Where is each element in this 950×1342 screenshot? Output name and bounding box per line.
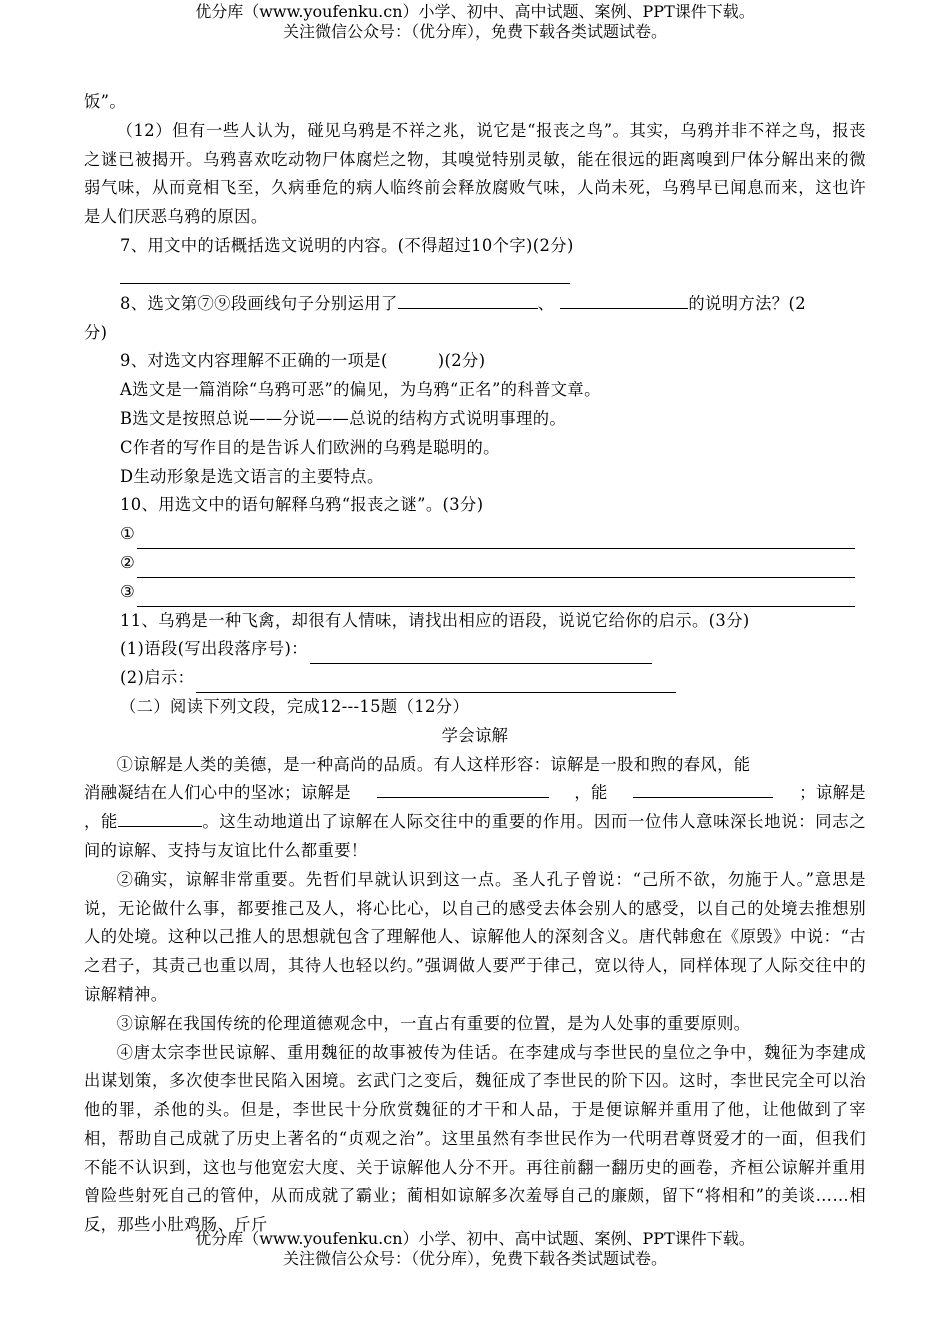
q11-part-1: [84, 635, 866, 664]
p1-blank-2[interactable]: [633, 779, 773, 798]
q10-line-2[interactable]: [137, 557, 855, 578]
question-10: 10、用选文中的语句解释乌鸦“报丧之谜”。(3分): [120, 495, 484, 515]
q10-answer-row-3[interactable]: [84, 578, 866, 607]
article-paragraph-4: ④唐太宗李世民谅解、重用魏征的故事被传为佳话。在李建成与李世民的皇位之争中，魏征为李建成出谋划策，多次使李世民陷入困境。玄武门之变后，魏征成了李世民的阶下囚。这时，李世民完全可以治他的罪，杀他的头。但是，李世民十分欣赏魏征的才干和人品，于是便谅解并重用了他，让他做到了宰相，帮助自己成就了历史上著名的“贞观之治”。这里虽然有李世民作为一代明君尊贤爱才的一面，但我们不能不认识到，这也与他宽宏大度、关于谅解他人分不开。再往前翻一翻历史的画卷，齐桓公谅解并重用曾险些射死自己的管仲，从而成就了霸业；蔺相如谅解多次羞辱自己的廉颇，留下“将相和”的美谈……相反，那些小肚鸡肠、斤斤: [84, 1042, 866, 1235]
header-line-2: 关注微信公众号：（优分库），免费下载各类试题试卷。: [282, 22, 667, 41]
p1-blank-1[interactable]: [377, 779, 549, 798]
question-9: 9、对选文内容理解不正确的一项是( )(2分): [120, 351, 486, 371]
article-title: 学会谅解: [441, 725, 509, 745]
q9-option-a: A选文是一篇消除“乌鸦可恶”的偏见，为乌鸦“正名”的科普文章。: [120, 380, 601, 400]
q8-text-a: 8、选文第⑦⑨段画线句子分别运用了: [120, 293, 398, 313]
paragraph-12: （12）但有一些人认为，碰见乌鸦是不祥之兆，说它是“报丧之鸟”。其实，乌鸦并非不祥之鸟，报丧之谜已被揭开。乌鸦喜欢吃动物尸体腐烂之物，其嗅觉特别灵敏，能在很远的距离嗅到尸体分解出来的微弱气味，从而竟相飞至，久病垂危的病人临终前会释放腐败气味，人尚未死，乌鸦早已闻息而来，这也许是人们厌恶乌鸦的原因。: [84, 120, 866, 227]
q10-mark-2: ②: [120, 552, 135, 572]
p1-text-3: ；谅解是: [799, 783, 866, 803]
page-header: [0, 2, 950, 42]
footer-line-1: 优分库（www.youfenku.cn）小学、初中、高中试题、案例、PPT课件下载。: [195, 1229, 755, 1248]
q8-blank-2[interactable]: [560, 290, 688, 309]
section-2-intro: （二）阅读下列文段，完成12---15题（12分）: [120, 696, 470, 716]
document-body: [84, 88, 866, 1240]
q11-part-1-label: (1)语段(写出段落序号)：: [120, 639, 308, 659]
fragment-text: 饭”。: [84, 92, 127, 111]
answer-line-q7[interactable]: [120, 265, 570, 284]
q11-part-2: [84, 664, 866, 693]
article-paragraph-2: ②确实，谅解非常重要。先哲们早就认识到这一点。圣人孔子曾说：“己所不欲，勿施于人。”意思是说，无论做什么事，都要推己及人，将心比心，以自己的感受去体会别人的感受，以自己的处境去推想别人的处境。这种以己推人的思想就包含了理解他人、谅解他人的深刻含义。唐代韩愈在《原毁》中说：“古之君子，其责己也重以周，其待人也轻以约。”强调做人要严于律己，宽以待人，同样体现了人际交往中的谅解精神。: [84, 869, 866, 1004]
q10-answer-row-1[interactable]: [84, 520, 866, 549]
q10-answer-row-2[interactable]: [84, 549, 866, 578]
p1-text-5: 。这生动地道出了谅解在人际交往中的重要的作用。因而一位伟人意味深长地说：同志之间的谅解、支持与友谊比什么都重要！: [84, 812, 866, 860]
page-footer: [0, 1229, 950, 1269]
q8-sep: 、: [537, 293, 555, 313]
q10-mark-3: ③: [120, 581, 135, 601]
footer-line-2: 关注微信公众号：（优分库），免费下载各类试题试卷。: [282, 1249, 667, 1268]
q10-mark-1: ①: [120, 524, 135, 544]
q8-blank-1[interactable]: [398, 290, 538, 309]
q9-option-c: C作者的写作目的是告诉人们欧洲的乌鸦是聪明的。: [120, 437, 500, 457]
q9-option-b: B选文是按照总说——分说——总说的结构方式说明事理的。: [120, 408, 567, 428]
q10-line-3[interactable]: [137, 586, 855, 607]
question-8: [84, 290, 866, 319]
q9-option-d: D生动形象是选文语言的主要特点。: [120, 466, 384, 486]
article-paragraph-3: ③谅解在我国传统的伦理道德观念中，一直占有重要的位置，是为人处事的重要原则。: [116, 1013, 751, 1033]
article-paragraph-1c: [84, 808, 866, 866]
p1-text-1: 消融凝结在人们心中的坚冰；谅解是: [84, 783, 351, 803]
q11-line-2[interactable]: [196, 672, 676, 693]
p1-text-4: ，能: [84, 812, 119, 832]
q11-line-1[interactable]: [310, 643, 652, 664]
question-7: 7、用文中的话概括选文说明的内容。(不得超过10个字)(2分): [120, 235, 574, 255]
q11-part-2-label: (2)启示：: [120, 668, 195, 688]
header-line-1: 优分库（www.youfenku.cn）小学、初中、高中试题、案例、PPT课件下载。: [195, 2, 755, 21]
article-paragraph-1a: ①谅解是人类的美德，是一种高尚的品质。有人这样形容：谅解是一股和煦的春风，能: [116, 754, 751, 774]
p1-text-2: ，能: [574, 783, 608, 803]
q8-text-b: 的说明方法？(2: [688, 293, 806, 313]
question-11: 11、乌鸦是一种飞禽，却很有人情味，请找出相应的语段，说说它给你的启示。(3分): [120, 610, 750, 630]
article-paragraph-1b: [84, 779, 866, 808]
q10-line-1[interactable]: [137, 528, 855, 549]
q8-text-c: 分): [84, 322, 108, 342]
p1-blank-3[interactable]: [118, 808, 202, 827]
